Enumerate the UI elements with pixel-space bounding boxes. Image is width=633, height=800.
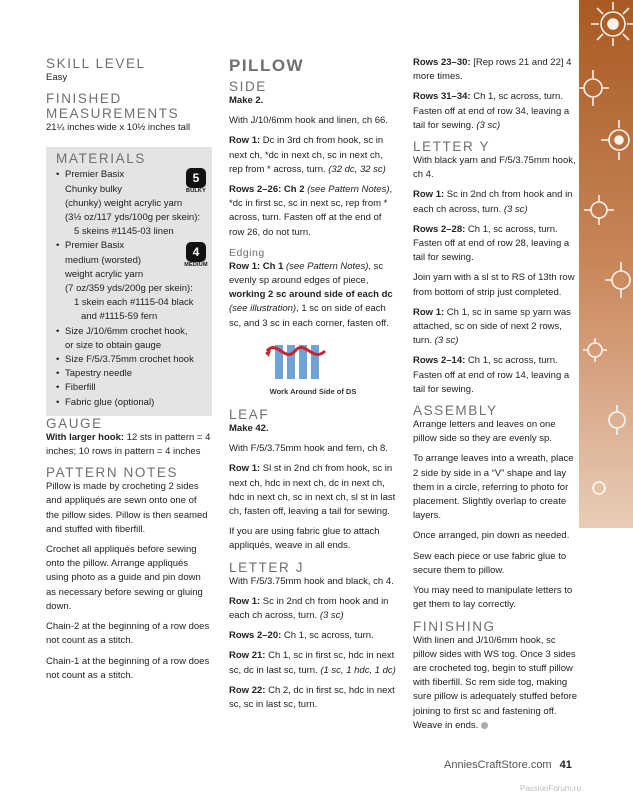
- assembly-p3: Once arranged, pin down as needed.: [413, 530, 570, 542]
- pillow-heading: PILLOW: [229, 56, 305, 75]
- materials-yarn2: • 4 MEDIUM Premier Basix medium (worsted) weight acrylic yarn (7 oz/359 yds/200g per skein): 1 skein each #1115-04 black and #1115-59 fern: [56, 239, 206, 324]
- materials-hook-j: • Size J/10/6mm crochet hook, or size to obtain gauge: [56, 325, 206, 353]
- edging-row1: Row 1: Ch 1 (see Pattern Notes), sc evenly sp around edges of piece, working 2 sc around side of each dc (see illustration), 1 sc on side of each sc, and 3 sc in each corner, fasten off.: [229, 260, 393, 329]
- side-make: Make 2.: [229, 95, 264, 106]
- edging-heading: Edging: [229, 246, 265, 259]
- pattern-note-1: Pillow is made by crocheting 2 sides and appliqués are sewn onto one of the pillow sides. Pillow is then seamed and stuffed with fiberfill.: [46, 481, 208, 535]
- leaf-intro: With F/5/3.75mm hook and fern, ch 8.: [229, 443, 388, 455]
- decorative-pattern-strip: [579, 0, 633, 528]
- leaf-make: Make 42.: [229, 423, 269, 435]
- letter-y-heading: LETTER Y: [413, 139, 491, 155]
- materials-heading: MATERIALS: [56, 151, 146, 167]
- column-right: [413, 56, 581, 739]
- assembly-p2: To arrange leaves into a wreath, place 2 side by side in a “V” shape and lay them in a circle, referring to photo for placement. Slightly overlap to create layers.: [413, 453, 574, 522]
- letter-y-rows2-28: Rows 2–28: Ch 1, sc across, turn. Fasten off at end of row 28, leaving a tail for sewing.: [413, 223, 570, 264]
- letter-j-row1: Row 1: Sc in 2nd ch from hook and in each ch across, turn. (3 sc): [229, 595, 389, 622]
- skill-level-heading: SKILL LEVEL: [46, 56, 146, 71]
- materials-box: [46, 147, 212, 415]
- leaf-heading: LEAF: [229, 407, 270, 423]
- finished-measurements-heading: [46, 91, 212, 121]
- pattern-note-4: Chain-1 at the beginning of a row does not count as a stitch.: [46, 655, 210, 681]
- letter-j-rows23-30: Rows 23–30: [Rep rows 21 and 22] 4 more times.: [413, 57, 572, 83]
- letter-j-row22: Row 22: Ch 2, dc in first sc, hdc in next sc, sc in last sc, turn.: [229, 684, 395, 711]
- materials-fiberfill: • Fiberfill: [56, 381, 206, 395]
- stitch-diagram-icon: [259, 337, 339, 381]
- materials-hook-f: • Size F/5/3.75mm crochet hook: [56, 353, 206, 367]
- materials-yarn1: • 5 BULKY Premier Basix Chunky bulky (chunky) weight acrylic yarn (3½ oz/117 yds/100g per skein): 5 skeins #1145-03 linen: [56, 168, 206, 239]
- letter-y-branch-row1: Row 1: Ch 1, sc in same sp yarn was attached, sc on side of next 2 rows, turn. (3 sc): [413, 306, 571, 347]
- letter-y-branch-rows2-14: Rows 2–14: Ch 1, sc across, turn. Fasten off at end of row 14, leaving a tail for sewing.: [413, 355, 570, 395]
- side-rows2-26: Rows 2–26: Ch 2 (see Pattern Notes), *dc in first sc, sc in next sc, rep from * across, turn. Fasten off at the end of row 26, do not turn.: [229, 184, 393, 238]
- skill-level-value: Easy: [46, 72, 68, 83]
- letter-j-row21: Row 21: Ch 1, sc in first sc, hdc in next sc, dc in last sc, turn. (1 sc, 1 hdc, 1 dc): [229, 650, 396, 676]
- assembly-p1: Arrange letters and leaves on one pillow side so they are evenly sp.: [413, 419, 556, 445]
- watermark: PassionForum.ru: [520, 784, 581, 793]
- finished-heading-line1: FINISHED: [46, 91, 122, 107]
- finishing-p1: With linen and J/10/6mm hook, sc pillow sides with WS tog. Once 3 sides are crocheted tog, begin to stuff pillow with fiberfill. Sc rem side tog, making sure pillow is adequately stuffed before joining to first sc and fastening off. Weave in ends.: [413, 634, 578, 731]
- assembly-p5: You may need to manipulate letters to get them to lay correctly.: [413, 585, 573, 611]
- letter-y-intro: With black yarn and F/5/3.75mm hook, ch 4.: [413, 155, 576, 181]
- finishing-heading: FINISHING: [413, 618, 496, 634]
- finished-heading-line2: MEASUREMENTS: [46, 106, 180, 122]
- footer-site-link[interactable]: AnniesCraftStore.com: [444, 759, 552, 771]
- page-number: 41: [559, 759, 572, 771]
- column-middle: [229, 56, 397, 718]
- assembly-p4: Sew each piece or use fabric glue to secure them to pillow.: [413, 550, 567, 576]
- pattern-note-2: Crochet all appliqués before sewing onto the pillow. Arrange appliqués using photo as a guide and pin down as necessary before sewing or gluing down.: [46, 544, 203, 612]
- assembly-heading: ASSEMBLY: [413, 403, 498, 419]
- side-intro: With J/10/6mm hook and linen, ch 66.: [229, 115, 388, 127]
- gauge-heading: GAUGE: [46, 415, 103, 431]
- materials-needle: • Tapestry needle: [56, 367, 206, 381]
- pattern-notes-heading: PATTERN NOTES: [46, 465, 179, 481]
- letter-j-rows31-34: Rows 31–34: Ch 1, sc across, turn. Fasten off at end of row 34, leaving a tail for sewing. (3 sc): [413, 91, 570, 131]
- end-dot-icon: [481, 722, 488, 729]
- leaf-glue-note: If you are using fabric glue to attach appliqués, weave in all ends.: [229, 526, 380, 552]
- letter-y-join: Join yarn with a sl st to RS of 13th row from bottom of strip just completed.: [413, 272, 575, 298]
- side-row1: Row 1: Dc in 3rd ch from hook, sc in next ch, *dc in next ch, sc in next ch, rep from * across, turn. (32 dc, 32 sc): [229, 135, 386, 175]
- letter-j-intro: With F/5/3.75mm hook and black, ch 4.: [229, 575, 394, 587]
- medium-yarn-icon: • 4 MEDIUM: [184, 242, 208, 269]
- finished-measurements-value: 21¼ inches wide x 10½ inches tall: [46, 122, 191, 134]
- side-heading: SIDE: [229, 79, 267, 94]
- leaf-row1: Row 1: Sl st in 2nd ch from hook, sc in next ch, hdc in next ch, dc in next ch, hdc in next ch, sc in next ch, sl st in last ch, fasten off, leaving a tail for sewing.: [229, 463, 396, 518]
- bulky-yarn-icon: • 5 BULKY: [184, 168, 208, 195]
- stitch-illustration: [229, 337, 397, 383]
- letter-y-row1: Row 1: Sc in 2nd ch from hook and in each ch across, turn. (3 sc): [413, 189, 573, 215]
- materials-glue: • Fabric glue (optional): [56, 396, 206, 410]
- pattern-note-3: Chain-2 at the beginning of a row does not count as a stitch.: [46, 621, 210, 647]
- page-footer: [444, 759, 604, 771]
- illustration-caption: Work Around Side of DS: [269, 386, 357, 396]
- column-left: [46, 56, 212, 689]
- letter-j-rows2-20: Rows 2–20: Ch 1, sc across, turn.: [229, 630, 374, 642]
- letter-j-heading: LETTER J: [229, 559, 305, 575]
- gauge-text: With larger hook: 12 sts in pattern = 4 inches; 10 rows in pattern = 4 inches: [46, 431, 211, 458]
- materials-list: [56, 168, 206, 409]
